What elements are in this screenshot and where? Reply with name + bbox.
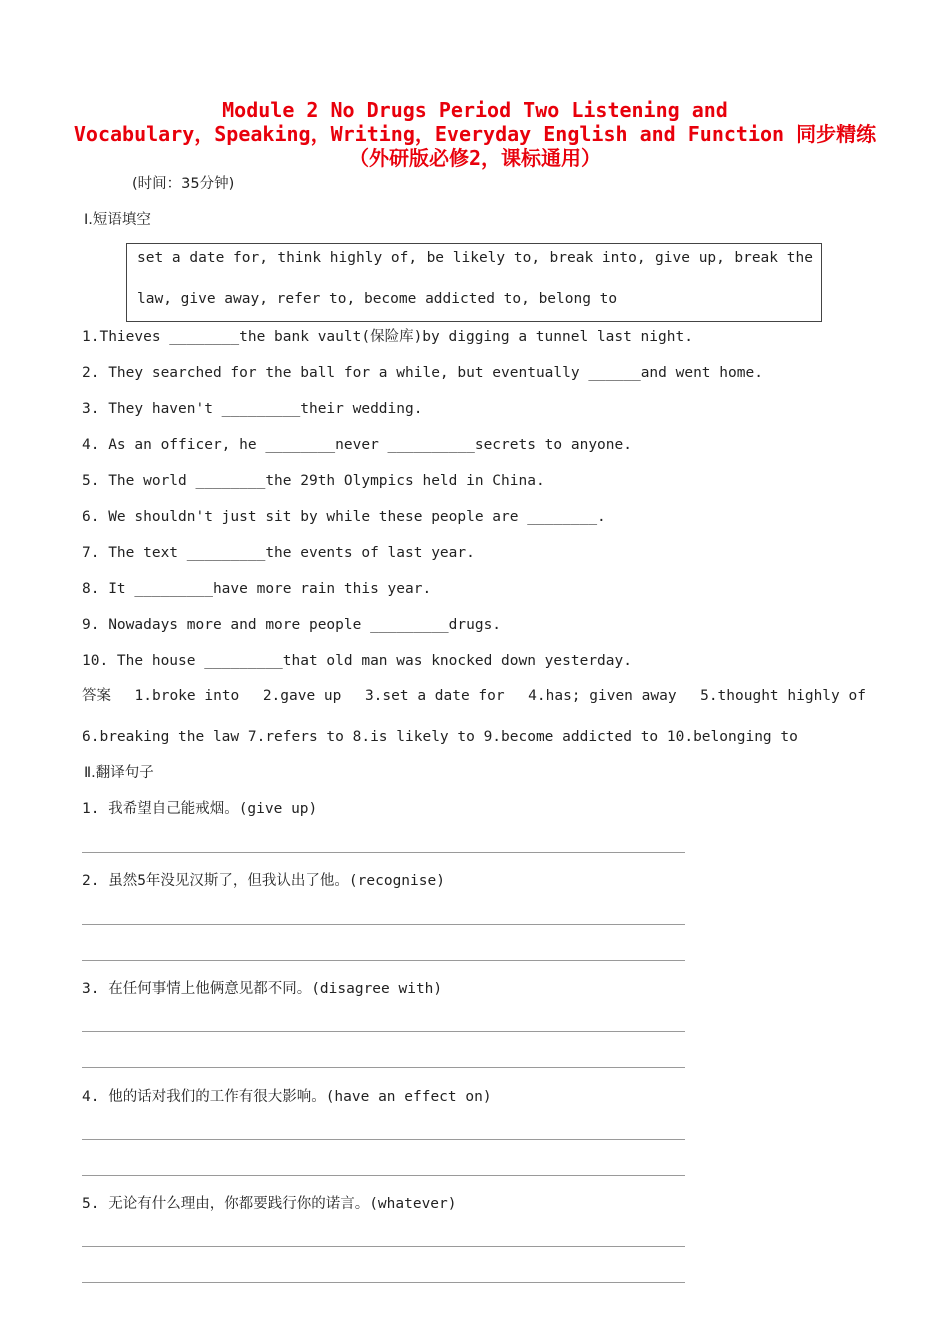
answers-line-1 <box>82 686 866 706</box>
answer-item: 4.has; given away <box>528 688 677 704</box>
phrase-item: break the <box>734 250 813 266</box>
question-2: 2. They searched for the ball for a while, but eventually ______and went home. <box>82 365 763 381</box>
answers-line-2: 6.breaking the law 7.refers to 8.is likely to 9.become addicted to 10.belonging to <box>82 729 798 745</box>
section2-heading: Ⅱ.翻译句子 <box>84 765 154 781</box>
answer-line <box>82 852 685 853</box>
title-line-3: （外研版必修2，课标通用） <box>348 146 602 170</box>
question-3: 3. They haven't _________their wedding. <box>82 401 423 417</box>
answer-line <box>82 1067 685 1068</box>
answer-line <box>82 1139 685 1140</box>
question-7: 7. The text _________the events of last year. <box>82 545 475 561</box>
answer-item: 1.broke into <box>134 688 240 704</box>
answer-line <box>82 960 685 961</box>
phrase-item: give up, <box>655 250 725 266</box>
section1-heading: Ⅰ.短语填空 <box>84 212 151 228</box>
answer-item: 5.thought highly of <box>700 688 866 704</box>
answer-item: 3.set a date for <box>364 688 505 704</box>
translate-item-5: 5. 无论有什么理由，你都要践行你的诺言。(whatever) <box>82 1196 457 1212</box>
translate-item-3: 3. 在任何事情上他俩意见都不同。(disagree with) <box>82 981 443 997</box>
question-6: 6. We shouldn't just sit by while these people are ________. <box>82 509 606 525</box>
answer-line <box>82 924 685 925</box>
phrase-item: break into, <box>549 250 646 266</box>
translate-item-2: 2. 虽然5年没见汉斯了，但我认出了他。(recognise) <box>82 873 445 889</box>
question-5: 5. The world ________the 29th Olympics held in China. <box>82 473 545 489</box>
answer-line <box>82 1246 685 1247</box>
answer-item: 2.gave up <box>262 688 342 704</box>
answer-line <box>82 1175 685 1176</box>
title-line-2: Vocabulary，Speaking，Writing，Everyday English and Function 同步精练 <box>73 122 877 146</box>
time-note: (时间：35分钟) <box>132 176 235 192</box>
question-4: 4. As an officer, he ________never __________secrets to anyone. <box>82 437 632 453</box>
phrase-box-line-2: law, give away, refer to, become addicted to, belong to <box>137 291 618 307</box>
question-10: 10. The house _________that old man was knocked down yesterday. <box>82 653 632 669</box>
phrase-box <box>126 243 822 322</box>
phrase-box-line-1 <box>137 248 813 268</box>
answer-label: 答案 <box>82 688 111 704</box>
phrase-item: think highly of, <box>277 250 418 266</box>
answer-line <box>82 1031 685 1032</box>
title-line-1: Module 2 No Drugs Period Two Listening and <box>222 98 728 122</box>
phrase-item: be likely to, <box>426 250 541 266</box>
question-8: 8. It _________have more rain this year. <box>82 581 432 597</box>
answer-line <box>82 1282 685 1283</box>
translate-item-1: 1. 我希望自己能戒烟。(give up) <box>82 801 318 817</box>
translate-item-4: 4. 他的话对我们的工作有很大影响。(have an effect on) <box>82 1089 492 1105</box>
question-9: 9. Nowadays more and more people _________drugs. <box>82 617 502 633</box>
phrase-item: set a date for, <box>137 250 268 266</box>
question-1: 1.Thieves ________the bank vault(保险库)by digging a tunnel last night. <box>82 329 693 345</box>
